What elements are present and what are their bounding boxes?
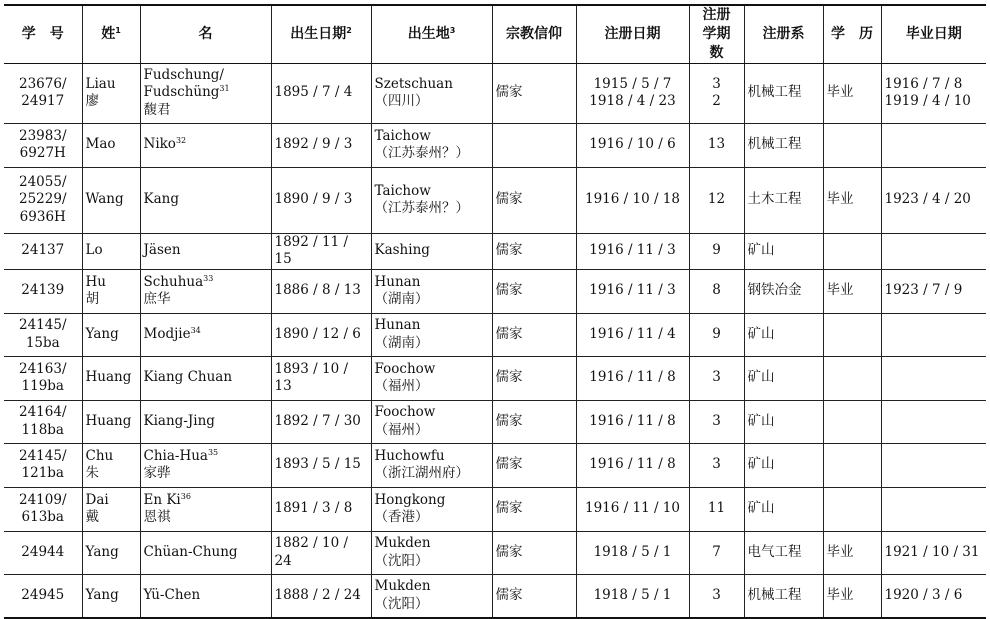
birthplace-line: （江苏泰州？） <box>374 200 469 217</box>
surname-line: 戴 <box>85 509 99 526</box>
student-number-line: 613ba <box>21 509 64 526</box>
graduation-date-cell <box>881 63 986 123</box>
graduation-date-cell <box>881 400 986 443</box>
surname-cell <box>82 313 140 356</box>
department-cell: 土木工程 <box>744 167 823 233</box>
education-cell <box>823 233 881 269</box>
registration-date-line: 1916 / 10 / 18 <box>585 191 680 208</box>
birthplace-line: （四川） <box>374 93 429 110</box>
surname-line: Chu <box>85 447 114 464</box>
semesters-cell <box>689 313 744 356</box>
birthplace-cell <box>371 531 492 574</box>
graduation-date-cell <box>881 233 986 269</box>
given-name-line: Kiang Chuan <box>143 369 233 386</box>
given-name-cell <box>140 233 271 269</box>
birthplace-line: Hunan <box>374 317 421 334</box>
semesters-line: 11 <box>707 500 726 517</box>
footnote-marker: 31 <box>219 84 230 94</box>
table-row <box>4 443 986 487</box>
birth-date-cell: 1892 / 9 / 3 <box>271 123 371 167</box>
education-cell: 毕业 <box>823 531 881 574</box>
religion-cell: 儒家 <box>492 233 576 269</box>
birthplace-line: Szetschuan <box>374 75 453 92</box>
semesters-line: 3 <box>712 456 721 473</box>
department-cell: 电气工程 <box>744 531 823 574</box>
birthplace-line: Taichow <box>374 127 431 144</box>
student-number-line: 24945 <box>21 587 65 604</box>
registration-date-line: 1916 / 10 / 6 <box>589 136 676 153</box>
student-number-line: 24164/ <box>19 404 67 421</box>
registration-date-line: 1916 / 11 / 8 <box>589 456 676 473</box>
header-religion: 宗教信仰 <box>492 5 576 63</box>
semesters-cell <box>689 269 744 313</box>
semesters-cell <box>689 574 744 618</box>
student-number-line: 24137 <box>21 242 65 259</box>
birthplace-line: Hunan <box>374 273 421 290</box>
department-cell: 矿山 <box>744 313 823 356</box>
birthplace-line: Hongkong <box>374 491 446 508</box>
graduation-date-line: 1923 / 7 / 9 <box>884 282 963 299</box>
surname-cell <box>82 400 140 443</box>
surname-cell <box>82 167 140 233</box>
birth-date-cell: 1893 / 5 / 15 <box>271 443 371 487</box>
education-cell <box>823 443 881 487</box>
semesters-line: 13 <box>707 136 726 153</box>
birth-date-cell: 1890 / 12 / 6 <box>271 313 371 356</box>
birth-date-cell: 1891 / 3 / 8 <box>271 487 371 531</box>
given-name-line: 庶华 <box>143 291 171 308</box>
birthplace-cell <box>371 487 492 531</box>
student-number-cell <box>4 63 82 123</box>
table-row <box>4 167 986 233</box>
student-number-line: 23676/ <box>19 75 67 92</box>
surname-line: Lo <box>85 242 103 259</box>
semesters-line: 9 <box>712 242 721 259</box>
given-name-cell <box>140 400 271 443</box>
footnote-marker: 33 <box>203 273 214 283</box>
birthplace-cell <box>371 443 492 487</box>
student-number-cell <box>4 233 82 269</box>
graduation-date-cell <box>881 313 986 356</box>
birthplace-cell <box>371 574 492 618</box>
student-number-line: 24145/ <box>19 447 67 464</box>
religion-cell: 儒家 <box>492 574 576 618</box>
graduation-date-cell <box>881 443 986 487</box>
birthplace-line: Foochow <box>374 360 436 377</box>
education-cell <box>823 123 881 167</box>
surname-line: Huang <box>85 412 132 429</box>
surname-cell <box>82 531 140 574</box>
registration-date-cell <box>576 167 689 233</box>
given-name-cell <box>140 123 271 167</box>
birth-date-cell: 1893 / 10 / 13 <box>271 356 371 400</box>
footnote-marker: 32 <box>175 136 187 146</box>
student-number-cell <box>4 269 82 313</box>
semesters-cell <box>689 233 744 269</box>
education-cell <box>823 313 881 356</box>
given-name-line: Jäsen <box>143 242 181 259</box>
table-row <box>4 356 986 400</box>
graduation-date-cell <box>881 269 986 313</box>
header-graduation-date: 毕业日期 <box>881 5 986 63</box>
footnote-marker: 34 <box>190 325 201 335</box>
semesters-line: 8 <box>712 282 721 299</box>
registration-date-line: 1916 / 11 / 8 <box>589 369 676 386</box>
semesters-cell <box>689 531 744 574</box>
semesters-cell <box>689 63 744 123</box>
header-surname: 姓$^1$ <box>82 5 140 63</box>
registration-date-cell <box>576 63 689 123</box>
birthplace-line: （湖南） <box>374 334 429 351</box>
registration-date-line: 1916 / 11 / 3 <box>589 282 676 299</box>
religion-cell: 儒家 <box>492 443 576 487</box>
education-cell: 毕业 <box>823 574 881 618</box>
birthplace-cell <box>371 167 492 233</box>
header-semesters: 注册学期数 <box>689 5 744 63</box>
given-name-line: 恩祺 <box>143 509 171 526</box>
education-cell <box>823 356 881 400</box>
given-name-cell <box>140 531 271 574</box>
birthplace-line: Huchowfu <box>374 447 445 464</box>
given-name-line: Kang <box>143 191 179 208</box>
department-cell: 钢铁冶金 <box>744 269 823 313</box>
student-number-line: 24055/ <box>19 173 67 190</box>
graduation-date-cell <box>881 167 986 233</box>
birthplace-line: （江苏泰州？） <box>374 145 469 162</box>
surname-cell <box>82 123 140 167</box>
religion-cell: 儒家 <box>492 313 576 356</box>
table-body <box>4 63 986 618</box>
birthplace-cell <box>371 63 492 123</box>
graduation-date-cell <box>881 123 986 167</box>
table-row <box>4 269 986 313</box>
registration-date-cell <box>576 356 689 400</box>
table-row <box>4 487 986 531</box>
surname-line: Liau <box>85 75 116 92</box>
student-number-cell <box>4 400 82 443</box>
registration-date-line: 1916 / 11 / 3 <box>589 242 676 259</box>
given-name-cell <box>140 487 271 531</box>
surname-line: Wang <box>85 191 124 208</box>
table-row <box>4 574 986 618</box>
table-row <box>4 123 986 167</box>
graduation-date-line: 1916 / 7 / 8 <box>884 75 963 92</box>
semesters-cell <box>689 400 744 443</box>
semesters-line: 9 <box>712 325 721 342</box>
education-cell: 毕业 <box>823 63 881 123</box>
registration-date-cell <box>576 269 689 313</box>
student-number-cell <box>4 531 82 574</box>
registration-date-line: 1915 / 5 / 7 <box>593 75 672 92</box>
birth-date-cell: 1892 / 7 / 30 <box>271 400 371 443</box>
semesters-line: 2 <box>712 93 721 110</box>
surname-line: 朱 <box>85 465 99 482</box>
given-name-line: 家骅 <box>143 465 171 482</box>
table-row <box>4 400 986 443</box>
religion-cell: 儒家 <box>492 167 576 233</box>
given-name-line: Modjie$^{34}$ <box>143 325 201 342</box>
student-number-cell <box>4 356 82 400</box>
student-number-line: 6927H <box>19 145 66 162</box>
department-cell: 机械工程 <box>744 123 823 167</box>
graduation-date-cell <box>881 487 986 531</box>
semesters-cell <box>689 356 744 400</box>
surname-line: Yang <box>85 325 119 342</box>
given-name-line: Schuhua$^{33}$ <box>143 273 214 290</box>
semesters-line: 12 <box>707 191 726 208</box>
surname-cell <box>82 233 140 269</box>
birth-date-cell: 1892 / 11 / 15 <box>271 233 371 269</box>
birthplace-cell <box>371 233 492 269</box>
department-cell: 矿山 <box>744 233 823 269</box>
birthplace-cell <box>371 313 492 356</box>
graduation-date-line: 1921 / 10 / 31 <box>884 543 980 560</box>
birthplace-line: Mukden <box>374 578 431 595</box>
given-name-line: Fudschung/ <box>143 66 224 83</box>
student-number-line: 24163/ <box>19 360 67 377</box>
given-name-cell <box>140 167 271 233</box>
student-number-line: 24139 <box>21 282 65 299</box>
religion-cell: 儒家 <box>492 269 576 313</box>
semesters-cell <box>689 123 744 167</box>
registration-date-cell <box>576 123 689 167</box>
semesters-line: 3 <box>712 587 721 604</box>
birthplace-line: Mukden <box>374 535 431 552</box>
registration-date-line: 1916 / 11 / 8 <box>589 412 676 429</box>
given-name-cell <box>140 313 271 356</box>
given-name-line: Yü-Chen <box>143 587 201 604</box>
department-cell: 机械工程 <box>744 63 823 123</box>
surname-cell <box>82 574 140 618</box>
table-row <box>4 313 986 356</box>
birthplace-cell <box>371 123 492 167</box>
student-number-line: 121ba <box>21 465 64 482</box>
semesters-cell <box>689 443 744 487</box>
surname-cell <box>82 63 140 123</box>
registration-date-line: 1916 / 11 / 4 <box>589 325 676 342</box>
birth-date-cell: 1888 / 2 / 24 <box>271 574 371 618</box>
surname-line: Huang <box>85 369 132 386</box>
registration-date-cell <box>576 487 689 531</box>
surname-line: 廖 <box>85 93 99 110</box>
semesters-cell <box>689 167 744 233</box>
department-cell: 矿山 <box>744 400 823 443</box>
student-number-line: 119ba <box>21 378 64 395</box>
header-student-number: 学 号 <box>4 5 82 63</box>
semesters-cell <box>689 487 744 531</box>
given-name-line: Chüan-Chung <box>143 543 238 560</box>
surname-line: 胡 <box>85 291 99 308</box>
education-cell <box>823 400 881 443</box>
given-name-cell <box>140 574 271 618</box>
given-name-line: Kiang-Jing <box>143 412 215 429</box>
table-row <box>4 63 986 123</box>
birth-date-cell: 1895 / 7 / 4 <box>271 63 371 123</box>
table-row <box>4 233 986 269</box>
footnote-marker: 36 <box>180 491 191 501</box>
birthplace-cell <box>371 400 492 443</box>
surname-cell <box>82 269 140 313</box>
birth-date-cell: 1882 / 10 / 24 <box>271 531 371 574</box>
given-name-line: Chia-Hua$^{35}$ <box>143 447 219 464</box>
registration-date-line: 1918 / 5 / 1 <box>593 587 672 604</box>
surname-line: Yang <box>85 587 119 604</box>
graduation-date-cell <box>881 356 986 400</box>
surname-cell <box>82 443 140 487</box>
education-cell <box>823 487 881 531</box>
religion-cell <box>492 123 576 167</box>
birthplace-line: （香港） <box>374 509 429 526</box>
birthplace-line: （湖南） <box>374 291 429 308</box>
header-birth-date: 出生日期$^2$ <box>271 5 371 63</box>
birthplace-line: （福州） <box>374 378 429 395</box>
surname-line: Hu <box>85 273 106 290</box>
given-name-line: Niko$^{32}$ <box>143 136 187 153</box>
header-education: 学 历 <box>823 5 881 63</box>
student-number-line: 24944 <box>21 543 65 560</box>
student-number-cell <box>4 487 82 531</box>
registration-date-cell <box>576 400 689 443</box>
surname-line: Yang <box>85 543 119 560</box>
department-cell: 矿山 <box>744 487 823 531</box>
given-name-line: En Ki$^{36}$ <box>143 491 191 508</box>
birthplace-cell <box>371 269 492 313</box>
semesters-line: 3 <box>712 412 721 429</box>
student-register-table <box>4 4 986 619</box>
registration-date-line: 1916 / 11 / 10 <box>585 500 680 517</box>
education-cell: 毕业 <box>823 269 881 313</box>
student-number-cell <box>4 443 82 487</box>
student-number-cell <box>4 167 82 233</box>
given-name-line: 馥君 <box>143 101 171 118</box>
birthplace-line: （沈阳） <box>374 596 429 613</box>
registration-date-line: 1918 / 4 / 23 <box>589 93 676 110</box>
student-number-line: 118ba <box>21 421 64 438</box>
student-number-line: 23983/ <box>19 127 67 144</box>
semesters-line: 3 <box>712 369 721 386</box>
birthplace-line: （沈阳） <box>374 552 429 569</box>
header-row <box>4 5 986 63</box>
department-cell: 矿山 <box>744 443 823 487</box>
student-number-cell <box>4 574 82 618</box>
birth-date-cell: 1886 / 8 / 13 <box>271 269 371 313</box>
graduation-date-line: 1923 / 4 / 20 <box>884 191 971 208</box>
given-name-cell <box>140 356 271 400</box>
registration-date-cell <box>576 443 689 487</box>
religion-cell: 儒家 <box>492 356 576 400</box>
student-number-line: 24917 <box>21 93 65 110</box>
semesters-line: 7 <box>712 543 721 560</box>
footnote-marker: 35 <box>207 447 219 457</box>
surname-cell <box>82 356 140 400</box>
header-department: 注册系 <box>744 5 823 63</box>
student-number-line: 24109/ <box>19 491 67 508</box>
student-number-line: 6936H <box>19 208 66 225</box>
given-name-cell <box>140 269 271 313</box>
birthplace-line: Taichow <box>374 182 431 199</box>
education-cell: 毕业 <box>823 167 881 233</box>
header-registration-date: 注册日期 <box>576 5 689 63</box>
surname-line: Dai <box>85 491 109 508</box>
religion-cell: 儒家 <box>492 531 576 574</box>
birthplace-cell <box>371 356 492 400</box>
student-number-line: 15ba <box>25 334 60 351</box>
birth-date-cell: 1890 / 9 / 3 <box>271 167 371 233</box>
birthplace-line: Kashing <box>374 242 430 259</box>
student-number-line: 24145/ <box>19 317 67 334</box>
graduation-date-line: 1920 / 3 / 6 <box>884 587 963 604</box>
department-cell: 矿山 <box>744 356 823 400</box>
registration-date-cell <box>576 531 689 574</box>
header-given-name: 名 <box>140 5 271 63</box>
registration-date-cell <box>576 313 689 356</box>
student-number-cell <box>4 313 82 356</box>
graduation-date-line: 1919 / 4 / 10 <box>884 93 971 110</box>
table-row <box>4 531 986 574</box>
birthplace-line: （浙江湖州府） <box>374 465 469 482</box>
birthplace-line: （福州） <box>374 421 429 438</box>
graduation-date-cell <box>881 574 986 618</box>
registration-date-cell <box>576 233 689 269</box>
given-name-cell <box>140 63 271 123</box>
religion-cell: 儒家 <box>492 400 576 443</box>
graduation-date-cell <box>881 531 986 574</box>
registration-date-cell <box>576 574 689 618</box>
given-name-line: Fudschüng$^{31}$ <box>143 84 230 101</box>
student-number-line: 25229/ <box>19 191 67 208</box>
given-name-cell <box>140 443 271 487</box>
birthplace-line: Foochow <box>374 404 436 421</box>
religion-cell: 儒家 <box>492 487 576 531</box>
surname-line: Mao <box>85 136 116 153</box>
religion-cell: 儒家 <box>492 63 576 123</box>
registration-date-line: 1918 / 5 / 1 <box>593 543 672 560</box>
student-number-cell <box>4 123 82 167</box>
department-cell: 机械工程 <box>744 574 823 618</box>
surname-cell <box>82 487 140 531</box>
header-birthplace: 出生地$^3$ <box>371 5 492 63</box>
semesters-line: 3 <box>712 75 721 92</box>
